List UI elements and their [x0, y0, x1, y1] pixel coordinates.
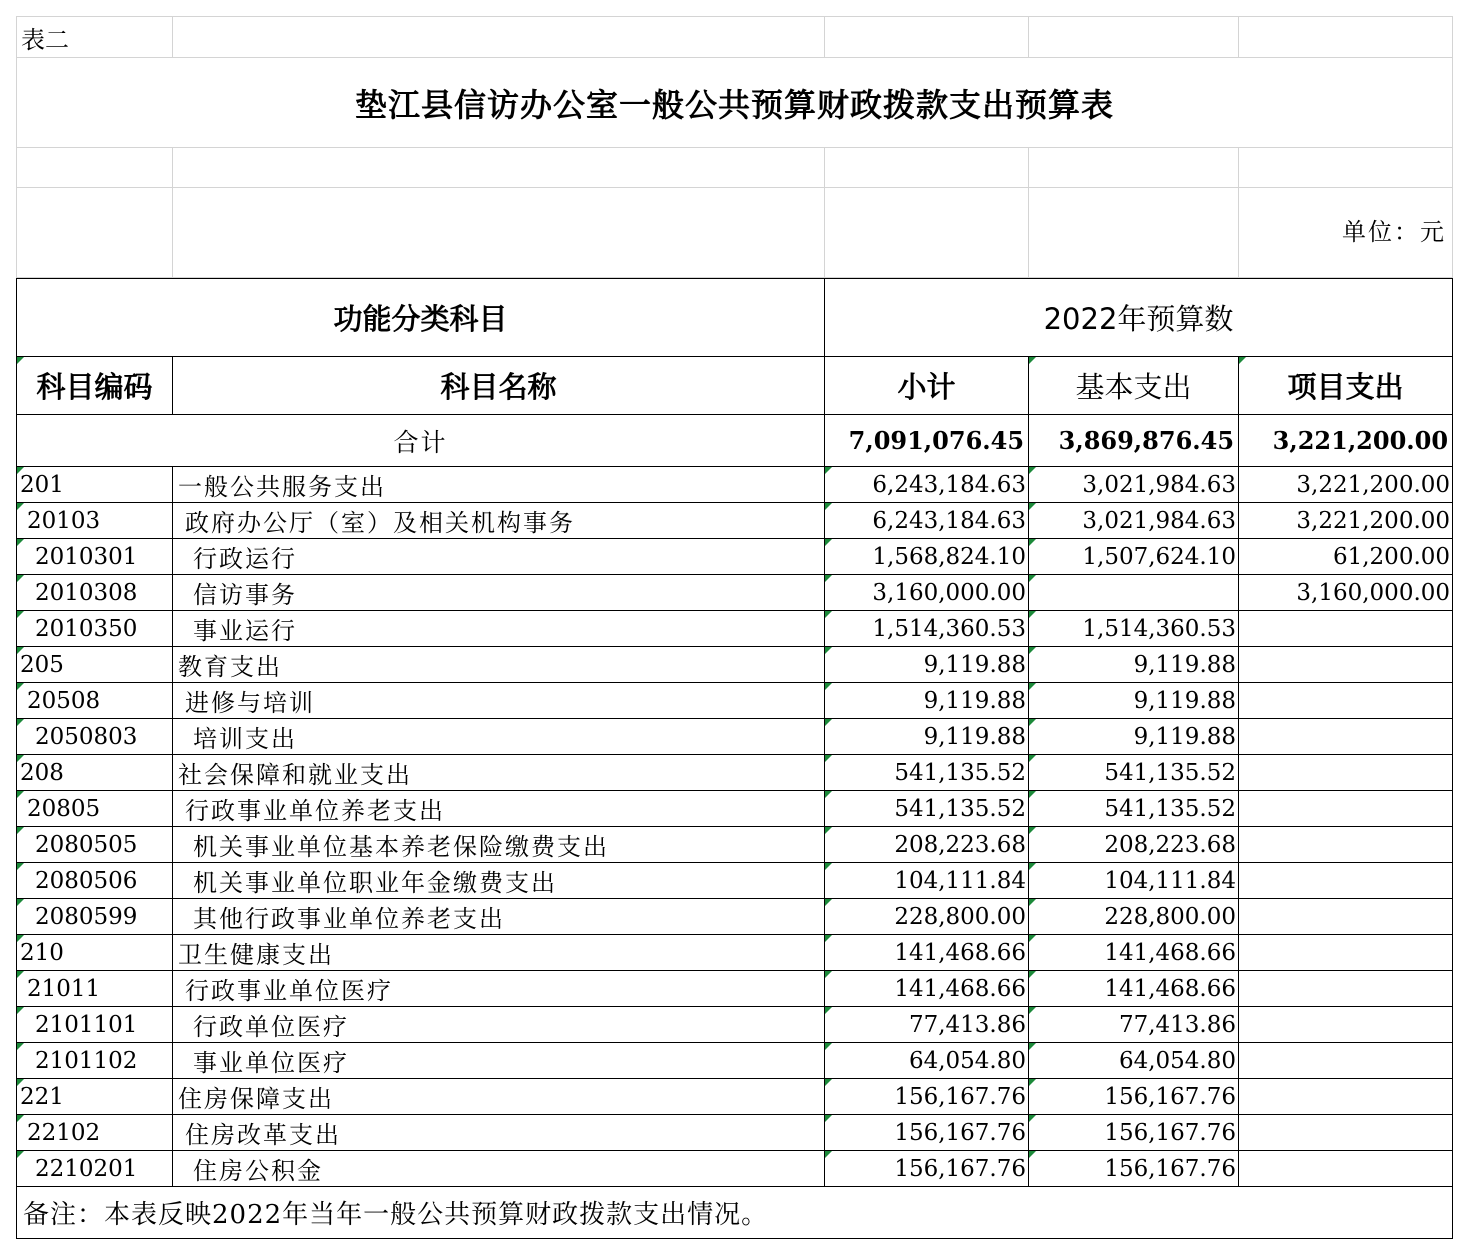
row-name: 培训支出	[173, 719, 825, 755]
row-subtotal: 9,119.88	[825, 683, 1029, 719]
row-subtotal: 9,119.88	[825, 647, 1029, 683]
row-subtotal: 156,167.76	[825, 1151, 1029, 1187]
budget-sheet	[16, 16, 1452, 1228]
row-code: 221	[17, 1079, 173, 1115]
row-name: 住房保障支出	[173, 1079, 825, 1115]
row-subtotal: 6,243,184.63	[825, 467, 1029, 503]
row-project	[1239, 755, 1453, 791]
row-subtotal: 77,413.86	[825, 1007, 1029, 1043]
row-basic: 9,119.88	[1029, 683, 1239, 719]
row-name: 住房改革支出	[173, 1115, 825, 1151]
empty-cell	[825, 148, 1029, 188]
table-row	[17, 971, 1453, 1007]
empty-cell	[17, 148, 173, 188]
row-basic: 141,468.66	[1029, 935, 1239, 971]
row-basic: 541,135.52	[1029, 791, 1239, 827]
empty-cell	[17, 188, 173, 278]
page-title: 垫江县信访办公室一般公共预算财政拨款支出预算表	[17, 58, 1453, 148]
table-row	[17, 719, 1453, 755]
row-basic: 9,119.88	[1029, 647, 1239, 683]
row-project	[1239, 935, 1453, 971]
table-row	[17, 1043, 1453, 1079]
row-subtotal: 1,514,360.53	[825, 611, 1029, 647]
budget-table	[16, 278, 1453, 1239]
row-name: 卫生健康支出	[173, 935, 825, 971]
row-project	[1239, 611, 1453, 647]
row-project: 3,160,000.00	[1239, 575, 1453, 611]
table-row	[17, 575, 1453, 611]
row-project	[1239, 1115, 1453, 1151]
table-row	[17, 683, 1453, 719]
table-body	[17, 467, 1453, 1187]
row-name: 事业运行	[173, 611, 825, 647]
row-subtotal: 156,167.76	[825, 1115, 1029, 1151]
table-row	[17, 791, 1453, 827]
row-project	[1239, 863, 1453, 899]
row-name: 机关事业单位基本养老保险缴费支出	[173, 827, 825, 863]
empty-cell	[1029, 148, 1239, 188]
row-code: 22102	[17, 1115, 173, 1151]
row-name: 进修与培训	[173, 683, 825, 719]
table-row	[17, 755, 1453, 791]
row-project	[1239, 1007, 1453, 1043]
row-subtotal: 141,468.66	[825, 971, 1029, 1007]
row-code: 20805	[17, 791, 173, 827]
empty-cell	[173, 188, 825, 278]
empty-cell	[1239, 148, 1453, 188]
row-basic: 77,413.86	[1029, 1007, 1239, 1043]
row-code: 2210201	[17, 1151, 173, 1187]
total-subtotal: 7,091,076.45	[825, 415, 1029, 467]
row-project	[1239, 647, 1453, 683]
header-name: 科目名称	[173, 357, 825, 415]
row-code: 2101102	[17, 1043, 173, 1079]
row-project	[1239, 1151, 1453, 1187]
row-name: 行政事业单位医疗	[173, 971, 825, 1007]
row-code: 2010301	[17, 539, 173, 575]
table-row	[17, 827, 1453, 863]
header-basic: 基本支出	[1029, 357, 1239, 415]
row-code: 20103	[17, 503, 173, 539]
row-code: 20508	[17, 683, 173, 719]
table-row	[17, 503, 1453, 539]
row-subtotal: 141,468.66	[825, 935, 1029, 971]
row-basic: 208,223.68	[1029, 827, 1239, 863]
row-code: 21011	[17, 971, 173, 1007]
row-code: 208	[17, 755, 173, 791]
row-basic: 3,021,984.63	[1029, 467, 1239, 503]
row-basic: 1,507,624.10	[1029, 539, 1239, 575]
row-code: 2080506	[17, 863, 173, 899]
total-project: 3,221,200.00	[1239, 415, 1453, 467]
row-name: 行政单位医疗	[173, 1007, 825, 1043]
row-basic: 141,468.66	[1029, 971, 1239, 1007]
row-subtotal: 228,800.00	[825, 899, 1029, 935]
row-code: 2101101	[17, 1007, 173, 1043]
row-name: 事业单位医疗	[173, 1043, 825, 1079]
row-project	[1239, 719, 1453, 755]
row-project	[1239, 683, 1453, 719]
row-project: 61,200.00	[1239, 539, 1453, 575]
row-name: 信访事务	[173, 575, 825, 611]
row-code: 201	[17, 467, 173, 503]
empty-cell	[825, 188, 1029, 278]
empty-cell	[173, 17, 825, 58]
table-row	[17, 1079, 1453, 1115]
row-subtotal: 541,135.52	[825, 791, 1029, 827]
header-grid	[16, 16, 1453, 278]
table-row	[17, 899, 1453, 935]
row-project: 3,221,200.00	[1239, 503, 1453, 539]
row-name: 一般公共服务支出	[173, 467, 825, 503]
row-name: 政府办公厅（室）及相关机构事务	[173, 503, 825, 539]
header-subtotal: 小计	[825, 357, 1029, 415]
empty-cell	[1029, 188, 1239, 278]
row-subtotal: 208,223.68	[825, 827, 1029, 863]
table-row	[17, 647, 1453, 683]
footnote: 备注：本表反映2022年当年一般公共预算财政拨款支出情况。	[17, 1187, 1453, 1239]
row-project: 3,221,200.00	[1239, 467, 1453, 503]
row-subtotal: 6,243,184.63	[825, 503, 1029, 539]
row-code: 2080505	[17, 827, 173, 863]
row-subtotal: 3,160,000.00	[825, 575, 1029, 611]
row-subtotal: 1,568,824.10	[825, 539, 1029, 575]
row-basic: 156,167.76	[1029, 1079, 1239, 1115]
row-project	[1239, 1079, 1453, 1115]
row-basic: 1,514,360.53	[1029, 611, 1239, 647]
row-code: 2010308	[17, 575, 173, 611]
header-budget-year: 2022年预算数	[825, 279, 1453, 357]
row-project	[1239, 1043, 1453, 1079]
row-name: 教育支出	[173, 647, 825, 683]
empty-cell	[1029, 17, 1239, 58]
header-project: 项目支出	[1239, 357, 1453, 415]
table-row	[17, 1007, 1453, 1043]
row-basic: 3,021,984.63	[1029, 503, 1239, 539]
row-project	[1239, 899, 1453, 935]
table-row	[17, 1151, 1453, 1187]
table-row	[17, 863, 1453, 899]
row-basic: 104,111.84	[1029, 863, 1239, 899]
total-label: 合计	[17, 415, 825, 467]
unit-label: 单位：元	[1239, 188, 1453, 278]
row-code: 2080599	[17, 899, 173, 935]
row-subtotal: 9,119.88	[825, 719, 1029, 755]
row-basic: 228,800.00	[1029, 899, 1239, 935]
row-subtotal: 64,054.80	[825, 1043, 1029, 1079]
row-name: 其他行政事业单位养老支出	[173, 899, 825, 935]
row-name: 行政事业单位养老支出	[173, 791, 825, 827]
row-basic: 9,119.88	[1029, 719, 1239, 755]
table-row	[17, 935, 1453, 971]
row-project	[1239, 791, 1453, 827]
row-basic: 156,167.76	[1029, 1115, 1239, 1151]
row-code: 205	[17, 647, 173, 683]
row-name: 住房公积金	[173, 1151, 825, 1187]
row-basic: 64,054.80	[1029, 1043, 1239, 1079]
table-row	[17, 1115, 1453, 1151]
empty-cell	[825, 17, 1029, 58]
sheet-tag: 表二	[17, 17, 173, 58]
row-subtotal: 541,135.52	[825, 755, 1029, 791]
empty-cell	[173, 148, 825, 188]
row-code: 2050803	[17, 719, 173, 755]
row-subtotal: 104,111.84	[825, 863, 1029, 899]
table-row	[17, 611, 1453, 647]
row-basic: 541,135.52	[1029, 755, 1239, 791]
row-name: 机关事业单位职业年金缴费支出	[173, 863, 825, 899]
row-project	[1239, 971, 1453, 1007]
row-basic: 156,167.76	[1029, 1151, 1239, 1187]
header-function-category: 功能分类科目	[17, 279, 825, 357]
header-code: 科目编码	[17, 357, 173, 415]
table-row	[17, 467, 1453, 503]
table-row	[17, 539, 1453, 575]
total-basic: 3,869,876.45	[1029, 415, 1239, 467]
row-subtotal: 156,167.76	[825, 1079, 1029, 1115]
row-code: 2010350	[17, 611, 173, 647]
row-name: 社会保障和就业支出	[173, 755, 825, 791]
row-project	[1239, 827, 1453, 863]
empty-cell	[1239, 17, 1453, 58]
row-name: 行政运行	[173, 539, 825, 575]
row-code: 210	[17, 935, 173, 971]
row-basic	[1029, 575, 1239, 611]
